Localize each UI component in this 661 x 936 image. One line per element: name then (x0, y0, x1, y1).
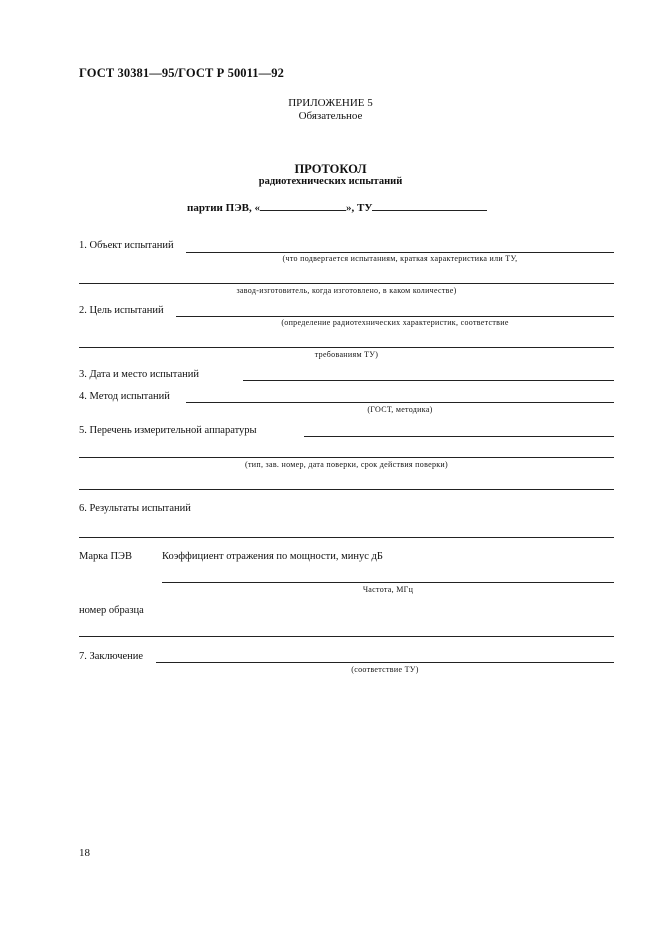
batch-tu-field[interactable] (372, 200, 487, 211)
document-header: ГОСТ 30381—95/ГОСТ Р 50011—92 (79, 66, 284, 80)
item-purpose-label: 2. Цель испытаний (79, 305, 164, 316)
results-col-coef: Коэффициент отражения по мощности, минус дБ (162, 551, 383, 562)
protocol-subtitle: радиотехнических испытаний (258, 176, 403, 187)
equipment-field-2[interactable] (79, 457, 614, 458)
purpose-caption-2: требованиям ТУ) (314, 350, 379, 359)
frequency-field[interactable] (162, 582, 614, 583)
batch-mid: », ТУ (346, 202, 373, 214)
item-conclusion-label: 7. Заключение (79, 651, 144, 662)
batch-date-field[interactable] (260, 200, 346, 211)
item-object-label: 1. Объект испытаний (79, 240, 174, 251)
sample-field[interactable] (79, 636, 614, 637)
equipment-field-3[interactable] (79, 489, 614, 490)
item-method-label: 4. Метод испытаний (79, 391, 170, 402)
results-sample-label: номер образца (79, 605, 144, 616)
equipment-caption: (тип, зав. номер, дата поверки, срок действия поверки) (245, 460, 448, 469)
purpose-field[interactable] (176, 316, 614, 317)
conclusion-field[interactable] (156, 662, 614, 663)
purpose-field-2[interactable] (79, 347, 614, 348)
protocol-title: ПРОТОКОЛ (294, 162, 367, 176)
method-caption: (ГОСТ, методика) (367, 405, 433, 414)
object-caption-1: (что подвергается испытаниям, краткая характеристика или ТУ, (282, 254, 518, 263)
results-col-mark: Марка ПЭВ (79, 551, 132, 562)
frequency-caption: Частота, МГц (362, 585, 414, 594)
batch-prefix: партии ПЭВ, « (187, 202, 260, 214)
object-caption-2: завод-изготовитель, когда изготовлено, в каком количестве) (236, 286, 457, 295)
item-date-place-label: 3. Дата и место испытаний (79, 369, 200, 380)
conclusion-caption: (соответствие ТУ) (351, 665, 419, 674)
item-results-label: 6. Результаты испытаний (79, 503, 191, 514)
appendix-status: Обязательное (298, 110, 363, 122)
appendix-title: ПРИЛОЖЕНИЕ 5 (288, 97, 373, 109)
method-field[interactable] (186, 402, 614, 403)
object-field-2[interactable] (79, 283, 614, 284)
purpose-caption-1: (определение радиотехнических характеристик, соответствие (281, 318, 509, 327)
item-equipment-label: 5. Перечень измерительной аппаратуры (79, 425, 257, 436)
object-field[interactable] (186, 252, 614, 253)
page-number: 18 (79, 847, 90, 859)
results-field[interactable] (79, 537, 614, 538)
batch-line (187, 200, 487, 214)
date-place-field[interactable] (243, 380, 614, 381)
equipment-field[interactable] (304, 436, 614, 437)
